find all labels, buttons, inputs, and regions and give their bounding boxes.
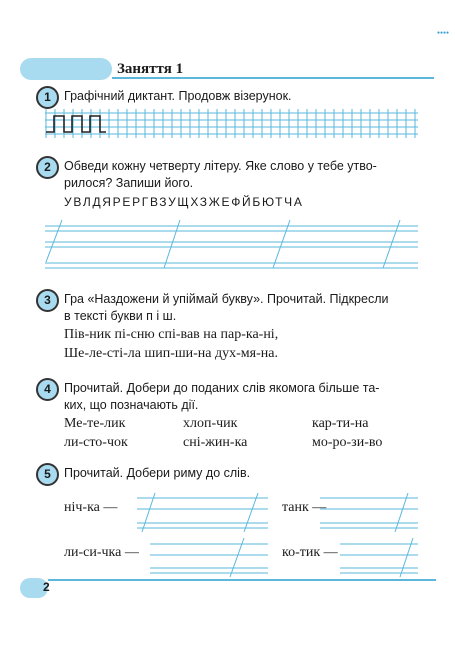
- task-1-grid: [45, 113, 418, 134]
- task-4-instruction-line2: ких, що позначають дії.: [64, 398, 199, 412]
- task-2-instruction-line1: Обведи кожну четверту літеру. Яке слово у тебе утво-: [64, 159, 377, 173]
- word-3: кар-ти-на: [312, 416, 369, 431]
- rhyme-word-3: ли-си-чка —: [64, 545, 139, 560]
- task-5-instruction: Прочитай. Добери риму до слів.: [64, 466, 251, 480]
- task-3-instruction-line2: в тексті букви п і ш.: [64, 309, 177, 323]
- word-1: Ме-те-лик: [64, 416, 126, 431]
- task-4-instruction-line1: Прочитай. Добери до поданих слів якомога більше та-: [64, 381, 380, 395]
- page-number: 2: [43, 580, 50, 594]
- lesson-title: Заняття 1: [117, 61, 184, 77]
- letter-sequence: УВЛДЯРЕРГВЗУЩХЗЖЕФЙБЮТЧА: [64, 195, 304, 209]
- task-5-writing-lines: [137, 493, 418, 577]
- task-number-5: 5: [36, 463, 59, 486]
- word-5: сні-жин-ка: [183, 435, 248, 450]
- task-1-instruction: Графічний диктант. Продовж візерунок.: [64, 89, 292, 103]
- task-number-4: 4: [36, 378, 59, 401]
- poem-line-1: Пів-ник пі-сню спі-вав на пар-ка-ні,: [64, 327, 279, 342]
- poem-line-2: Ше-ле-сті-ла шип-ши-на дух-мя-на.: [64, 346, 278, 361]
- word-4: ли-сто-чок: [64, 435, 128, 450]
- task-2-writing-lines: [45, 220, 418, 268]
- word-2: хлоп-чик: [183, 416, 238, 431]
- word-6: мо-ро-зи-во: [312, 435, 383, 450]
- rhyme-word-1: ніч-ка —: [64, 500, 118, 515]
- rhyme-word-4: ко-тик —: [282, 545, 338, 560]
- task-number-1: 1: [36, 86, 59, 109]
- task-2-instruction-line2: рилося? Запиши його.: [64, 176, 194, 190]
- task-3-instruction-line1: Гра «Наздожени й упіймай букву». Прочитай. Підкресли: [64, 292, 389, 306]
- rhyme-word-2: танк —: [282, 500, 327, 515]
- task-number-3: 3: [36, 289, 59, 312]
- task-number-2: 2: [36, 156, 59, 179]
- corner-mark: ●●●●: [437, 30, 450, 36]
- footer-rule: [48, 579, 436, 581]
